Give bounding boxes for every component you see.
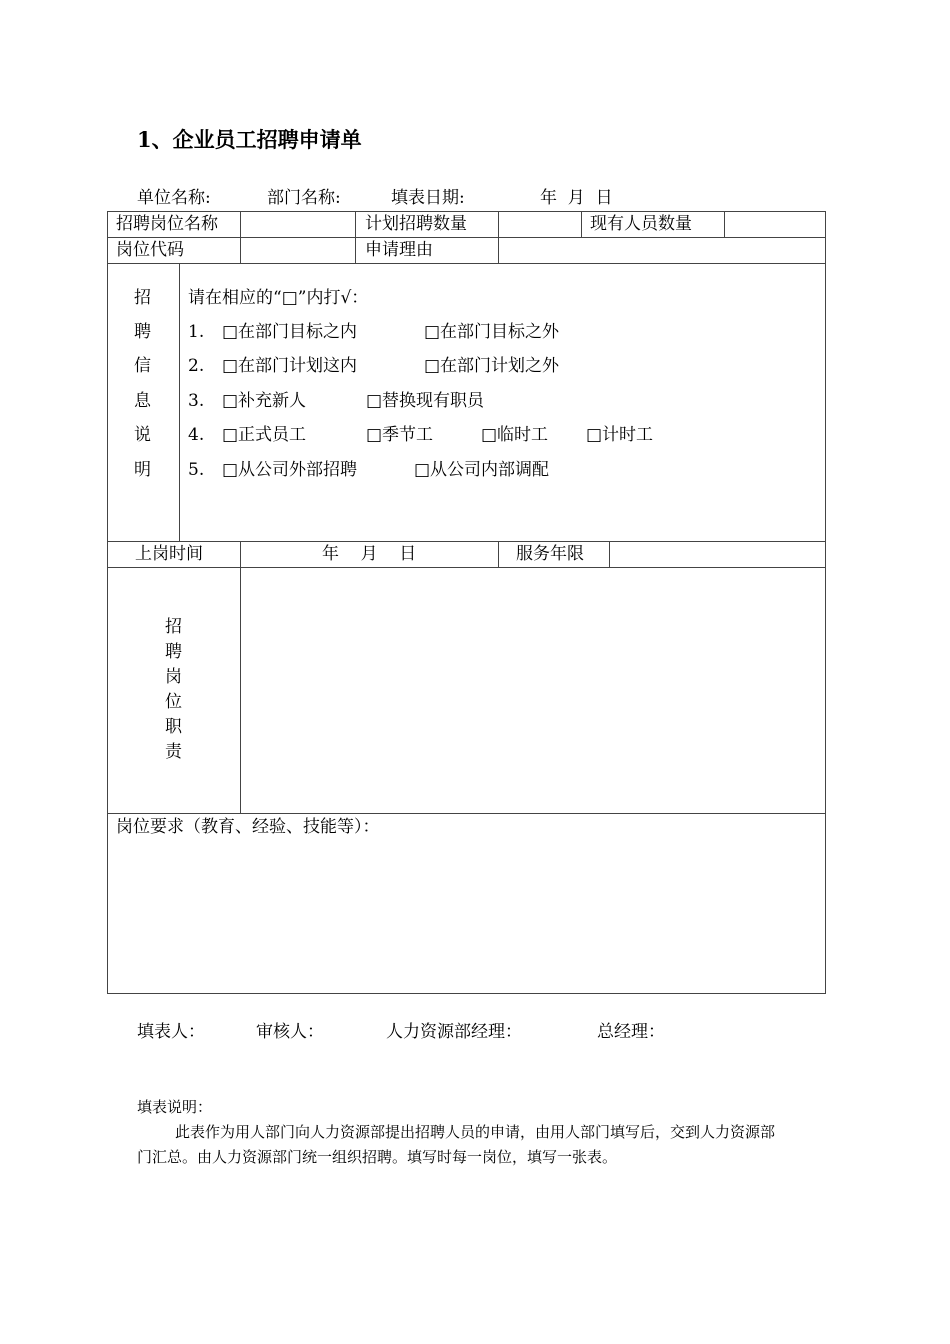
checkbox-option[interactable]: □从公司外部招聘 (222, 460, 358, 480)
table-line (107, 211, 826, 212)
notes-line: 门汇总。由人力资源部门统一组织招聘。填写时每一岗位，填写一张表。 (137, 1148, 618, 1166)
checkbox-option[interactable]: □替换现有职员 (366, 391, 485, 411)
side-char: 招 (165, 617, 182, 637)
side-char: 职 (165, 717, 182, 737)
table-line (107, 237, 826, 238)
position-name-label: 招聘岗位名称 (116, 214, 218, 234)
side-char: 信 (134, 356, 151, 376)
gm-label: 总经理： (597, 1022, 665, 1042)
position-code-label: 岗位代码 (116, 240, 184, 260)
requirements-label: 岗位要求（教育、经验、技能等）： (116, 817, 380, 837)
table-line (581, 211, 582, 237)
side-char: 岗 (165, 667, 182, 687)
filler-label: 填表人： (137, 1022, 205, 1042)
item-num: 3. (188, 391, 205, 411)
table-line (240, 211, 241, 263)
current-count-label: 现有人员数量 (590, 214, 692, 234)
table-line (107, 813, 826, 814)
side-char: 息 (134, 391, 151, 411)
reviewer-label: 审核人： (256, 1022, 324, 1042)
fill-date-label: 填表日期: (391, 188, 465, 208)
checkbox-option[interactable]: □临时工 (481, 425, 549, 445)
checkbox-option[interactable]: □正式员工 (222, 425, 307, 445)
table-line (498, 211, 499, 263)
side-char: 招 (134, 288, 151, 308)
table-line (107, 993, 826, 994)
table-line (240, 541, 241, 813)
checkbox-option[interactable]: □在部门计划之外 (424, 356, 560, 376)
checkbox-option[interactable]: □计时工 (586, 425, 654, 445)
fill-date-ymd: 年 月 日 (540, 188, 613, 208)
table-line (355, 211, 356, 263)
table-line (609, 541, 610, 567)
form-title: 1、企业员工招聘申请单 (137, 127, 362, 152)
item-num: 1. (188, 322, 205, 342)
item-num: 4. (188, 425, 205, 445)
dept-name-label: 部门名称: (267, 188, 341, 208)
table-line (107, 541, 826, 542)
table-line (107, 263, 826, 264)
instruction-text: 请在相应的“□”内打√： (188, 288, 369, 308)
side-char: 说 (134, 425, 151, 445)
table-line (724, 211, 725, 237)
table-line (498, 541, 499, 567)
table-line (107, 211, 108, 994)
start-time-label: 上岗时间 (135, 544, 203, 564)
reason-label: 申请理由 (365, 240, 433, 260)
item-num: 2. (188, 356, 205, 376)
side-char: 聘 (165, 642, 182, 662)
table-line (107, 567, 826, 568)
item-num: 5. (188, 460, 205, 480)
side-char: 位 (165, 692, 182, 712)
checkbox-option[interactable]: □季节工 (366, 425, 434, 445)
side-char: 责 (165, 742, 182, 762)
checkbox-option[interactable]: □在部门目标之内 (222, 322, 358, 342)
side-char: 聘 (134, 322, 151, 342)
side-char: 明 (134, 460, 151, 480)
checkbox-option[interactable]: □补充新人 (222, 391, 307, 411)
service-years-label: 服务年限 (516, 544, 584, 564)
table-line (179, 263, 180, 541)
checkbox-option[interactable]: □从公司内部调配 (414, 460, 550, 480)
notes-line: 此表作为用人部门向人力资源部提出招聘人员的申请，由用人部门填写后，交到人力资源部 (175, 1123, 776, 1141)
notes-heading: 填表说明： (137, 1098, 213, 1116)
planned-count-label: 计划招聘数量 (365, 214, 467, 234)
checkbox-option[interactable]: □在部门计划这内 (222, 356, 358, 376)
hr-manager-label: 人力资源部经理： (386, 1022, 522, 1042)
table-line (825, 211, 826, 994)
checkbox-option[interactable]: □在部门目标之外 (424, 322, 560, 342)
start-time-ymd: 年 月 日 (322, 544, 417, 564)
unit-name-label: 单位名称: (137, 188, 211, 208)
